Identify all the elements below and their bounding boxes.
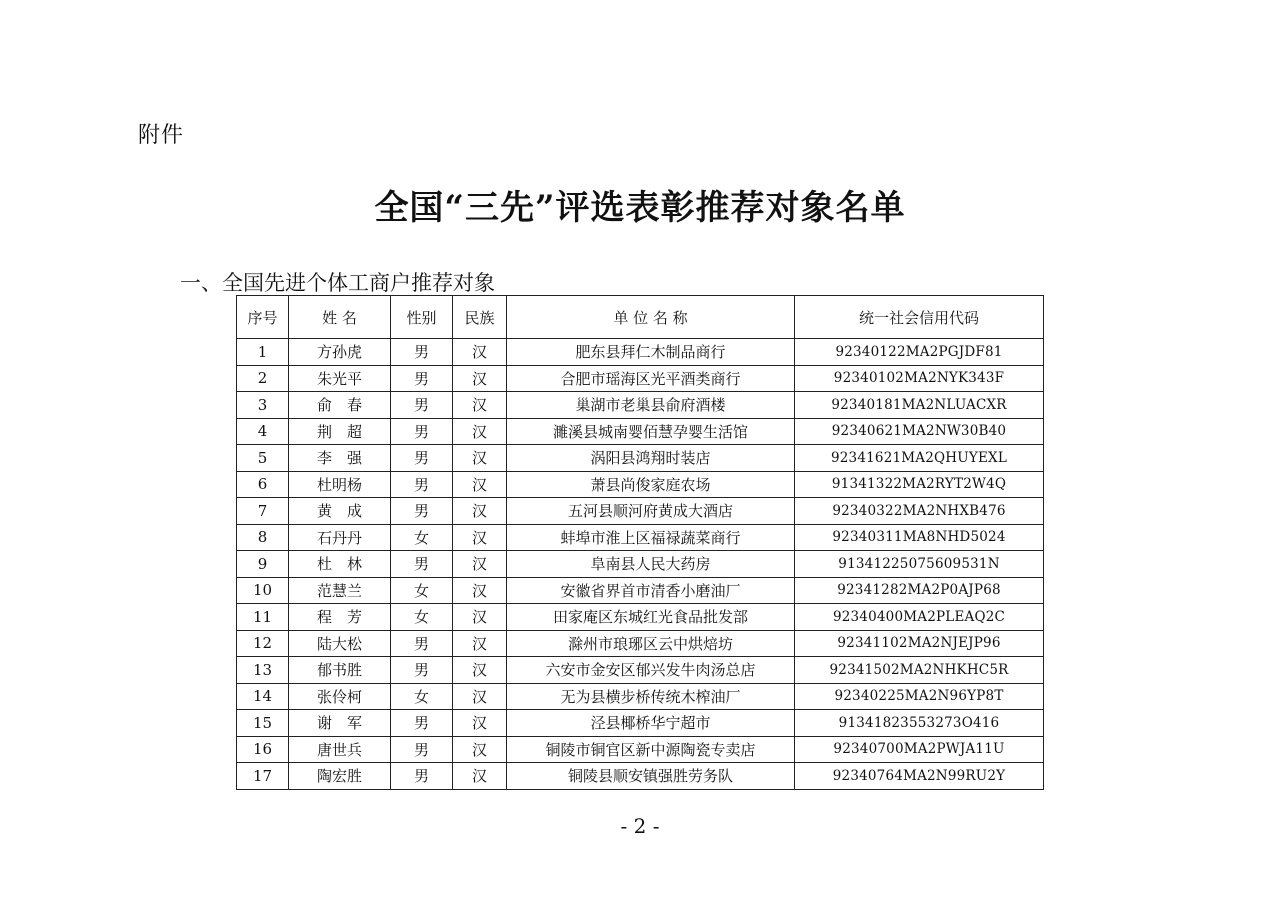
table-row xyxy=(237,392,1044,419)
cell-name: 荆 超 xyxy=(289,418,391,445)
cell-name: 程 芳 xyxy=(289,604,391,631)
cell-name: 陶宏胜 xyxy=(289,763,391,790)
cell-serial: 15 xyxy=(237,710,289,737)
cell-credit-code: 92341102MA2NJEJP96 xyxy=(795,630,1044,657)
cell-gender: 男 xyxy=(391,365,453,392)
cell-ethnicity: 汉 xyxy=(453,604,507,631)
nominee-table xyxy=(236,295,1044,790)
cell-credit-code: 92340181MA2NLUACXR xyxy=(795,392,1044,419)
cell-name: 张伶柯 xyxy=(289,683,391,710)
table-row xyxy=(237,551,1044,578)
cell-ethnicity: 汉 xyxy=(453,498,507,525)
cell-name: 俞 春 xyxy=(289,392,391,419)
table-row xyxy=(237,445,1044,472)
cell-credit-code: 92341621MA2QHUYEXL xyxy=(795,445,1044,472)
attachment-label: 附件 xyxy=(138,123,185,148)
cell-gender: 男 xyxy=(391,763,453,790)
table-row xyxy=(237,763,1044,790)
cell-credit-code: 92340311MA8NHD5024 xyxy=(795,524,1044,551)
cell-serial: 7 xyxy=(237,498,289,525)
cell-name: 郁书胜 xyxy=(289,657,391,684)
cell-name: 杜 林 xyxy=(289,551,391,578)
cell-serial: 9 xyxy=(237,551,289,578)
cell-credit-code: 92340400MA2PLEAQ2C xyxy=(795,604,1044,631)
cell-credit-code: 92341502MA2NHKHC5R xyxy=(795,657,1044,684)
cell-credit-code: 92340764MA2N99RU2Y xyxy=(795,763,1044,790)
cell-gender: 男 xyxy=(391,445,453,472)
cell-unit-name: 萧县尚俊家庭农场 xyxy=(507,471,795,498)
cell-gender: 男 xyxy=(391,418,453,445)
cell-credit-code: 92340225MA2N96YP8T xyxy=(795,683,1044,710)
cell-unit-name: 巢湖市老巢县俞府酒楼 xyxy=(507,392,795,419)
cell-unit-name: 肥东县拜仁木制品商行 xyxy=(507,339,795,366)
cell-gender: 女 xyxy=(391,683,453,710)
table-row xyxy=(237,736,1044,763)
header-unit-name: 单 位 名 称 xyxy=(507,296,795,339)
cell-gender: 男 xyxy=(391,657,453,684)
cell-ethnicity: 汉 xyxy=(453,683,507,710)
cell-credit-code: 92340102MA2NYK343F xyxy=(795,365,1044,392)
cell-credit-code: 91341322MA2RYT2W4Q xyxy=(795,471,1044,498)
cell-credit-code: 92340700MA2PWJA11U xyxy=(795,736,1044,763)
cell-credit-code: 91341225075609531N xyxy=(795,551,1044,578)
cell-unit-name: 田家庵区东城红光食品批发部 xyxy=(507,604,795,631)
table-row xyxy=(237,577,1044,604)
cell-gender: 男 xyxy=(391,551,453,578)
cell-name: 陆大松 xyxy=(289,630,391,657)
cell-unit-name: 五河县顺河府黄成大酒店 xyxy=(507,498,795,525)
cell-ethnicity: 汉 xyxy=(453,763,507,790)
cell-name: 唐世兵 xyxy=(289,736,391,763)
cell-unit-name: 滁州市琅琊区云中烘焙坊 xyxy=(507,630,795,657)
cell-serial: 6 xyxy=(237,471,289,498)
cell-gender: 女 xyxy=(391,524,453,551)
table-row xyxy=(237,418,1044,445)
cell-gender: 男 xyxy=(391,471,453,498)
table-row xyxy=(237,498,1044,525)
cell-ethnicity: 汉 xyxy=(453,630,507,657)
cell-serial: 16 xyxy=(237,736,289,763)
cell-unit-name: 铜陵市铜官区新中源陶瓷专卖店 xyxy=(507,736,795,763)
cell-ethnicity: 汉 xyxy=(453,657,507,684)
cell-serial: 12 xyxy=(237,630,289,657)
cell-ethnicity: 汉 xyxy=(453,577,507,604)
header-name: 姓 名 xyxy=(289,296,391,339)
table-row xyxy=(237,604,1044,631)
cell-unit-name: 濉溪县城南婴佰慧孕婴生活馆 xyxy=(507,418,795,445)
cell-ethnicity: 汉 xyxy=(453,445,507,472)
cell-serial: 11 xyxy=(237,604,289,631)
cell-gender: 男 xyxy=(391,498,453,525)
table-header-row xyxy=(237,296,1044,339)
table-row xyxy=(237,630,1044,657)
cell-gender: 男 xyxy=(391,339,453,366)
header-ethnicity: 民族 xyxy=(453,296,507,339)
cell-serial: 5 xyxy=(237,445,289,472)
cell-unit-name: 合肥市瑶海区光平酒类商行 xyxy=(507,365,795,392)
cell-serial: 1 xyxy=(237,339,289,366)
cell-serial: 4 xyxy=(237,418,289,445)
table-body xyxy=(237,339,1044,790)
cell-serial: 13 xyxy=(237,657,289,684)
cell-name: 石丹丹 xyxy=(289,524,391,551)
cell-name: 杜明杨 xyxy=(289,471,391,498)
cell-name: 朱光平 xyxy=(289,365,391,392)
cell-serial: 8 xyxy=(237,524,289,551)
cell-unit-name: 泾县椰桥华宁超市 xyxy=(507,710,795,737)
document-title: 全国“三先”评选表彰推荐对象名单 xyxy=(374,188,906,228)
cell-unit-name: 阜南县人民大药房 xyxy=(507,551,795,578)
cell-ethnicity: 汉 xyxy=(453,710,507,737)
cell-serial: 2 xyxy=(237,365,289,392)
cell-name: 范慧兰 xyxy=(289,577,391,604)
cell-credit-code: 92341282MA2P0AJP68 xyxy=(795,577,1044,604)
cell-serial: 17 xyxy=(237,763,289,790)
header-credit-code: 统一社会信用代码 xyxy=(795,296,1044,339)
cell-credit-code: 92340122MA2PGJDF81 xyxy=(795,339,1044,366)
cell-unit-name: 蚌埠市淮上区福禄蔬菜商行 xyxy=(507,524,795,551)
cell-credit-code: 91341823553273O416 xyxy=(795,710,1044,737)
cell-name: 方孙虎 xyxy=(289,339,391,366)
cell-name: 谢 军 xyxy=(289,710,391,737)
cell-unit-name: 无为县横步桥传统木榨油厂 xyxy=(507,683,795,710)
cell-serial: 3 xyxy=(237,392,289,419)
cell-serial: 10 xyxy=(237,577,289,604)
cell-name: 李 强 xyxy=(289,445,391,472)
cell-gender: 男 xyxy=(391,630,453,657)
cell-ethnicity: 汉 xyxy=(453,418,507,445)
cell-unit-name: 安徽省界首市清香小磨油厂 xyxy=(507,577,795,604)
header-gender: 性别 xyxy=(391,296,453,339)
cell-credit-code: 92340621MA2NW30B40 xyxy=(795,418,1044,445)
cell-name: 黄 成 xyxy=(289,498,391,525)
cell-ethnicity: 汉 xyxy=(453,551,507,578)
table-row xyxy=(237,339,1044,366)
table-row xyxy=(237,657,1044,684)
section-heading: 一、全国先进个体工商户推荐对象 xyxy=(180,271,495,295)
cell-gender: 男 xyxy=(391,392,453,419)
table-row xyxy=(237,524,1044,551)
cell-ethnicity: 汉 xyxy=(453,365,507,392)
cell-unit-name: 六安市金安区郁兴发牛肉汤总店 xyxy=(507,657,795,684)
cell-gender: 男 xyxy=(391,710,453,737)
cell-ethnicity: 汉 xyxy=(453,736,507,763)
page-number: - 2 - xyxy=(620,814,660,838)
header-serial: 序号 xyxy=(237,296,289,339)
cell-ethnicity: 汉 xyxy=(453,392,507,419)
cell-gender: 女 xyxy=(391,604,453,631)
cell-ethnicity: 汉 xyxy=(453,524,507,551)
table-row xyxy=(237,365,1044,392)
table-row xyxy=(237,683,1044,710)
table-row xyxy=(237,471,1044,498)
table-row xyxy=(237,710,1044,737)
cell-ethnicity: 汉 xyxy=(453,339,507,366)
cell-gender: 男 xyxy=(391,736,453,763)
cell-gender: 女 xyxy=(391,577,453,604)
cell-credit-code: 92340322MA2NHXB476 xyxy=(795,498,1044,525)
cell-unit-name: 涡阳县鸿翔时装店 xyxy=(507,445,795,472)
cell-serial: 14 xyxy=(237,683,289,710)
cell-ethnicity: 汉 xyxy=(453,471,507,498)
cell-unit-name: 铜陵县顺安镇强胜劳务队 xyxy=(507,763,795,790)
